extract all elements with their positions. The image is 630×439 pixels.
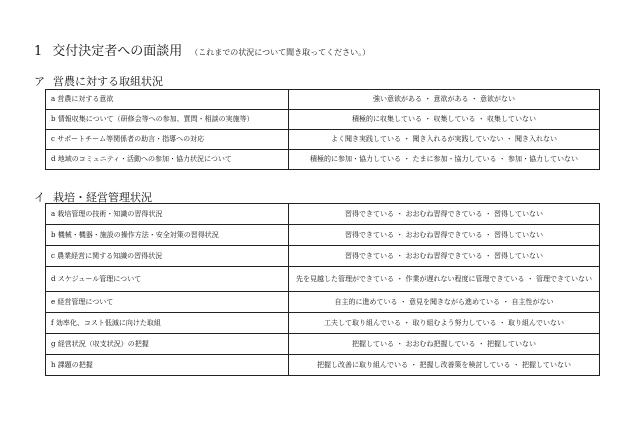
row-options: 工夫して取り組んでいる ・ 取り組むよう努力している ・ 取り組んでいない: [289, 313, 600, 334]
title-number: 1: [34, 44, 43, 59]
table-row: [46, 204, 600, 225]
row-item: a 栽培管理の技術・知識の習得状況: [46, 204, 289, 225]
row-item: h 課題の把握: [46, 355, 289, 376]
row-item: b 情報収集について（研修会等への参加、質問・相談の実施等）: [46, 110, 289, 130]
row-item: f 効率化、コスト低減に向けた取組: [46, 313, 289, 334]
row-options: 習得できている ・ おおむね習得できている ・ 習得していない: [289, 204, 600, 225]
table-row: [46, 355, 600, 376]
row-options: 積極的に収集している ・ 収集している ・ 収集していない: [289, 110, 600, 130]
section-a-kana: ア: [34, 75, 45, 88]
table-row: [46, 150, 600, 170]
table-row: [46, 130, 600, 150]
page-title: [34, 40, 370, 59]
row-options: 強い意欲がある ・ 意欲がある ・ 意欲がない: [289, 90, 600, 110]
table-row: [46, 267, 600, 292]
row-options: 自主的に進めている ・ 意見を聞きながら進めている ・ 自主性がない: [289, 292, 600, 313]
table-row: [46, 110, 600, 130]
row-item: c 農業経営に関する知識の習得状況: [46, 246, 289, 267]
table-row: [46, 225, 600, 246]
table-row: [46, 90, 600, 110]
row-options: 習得できている ・ おおむね習得できている ・ 習得していない: [289, 246, 600, 267]
table-row: [46, 313, 600, 334]
row-options: よく聞き実践している ・ 聞き入れるが実践していない ・ 聞き入れない: [289, 130, 600, 150]
row-options: 習得できている ・ おおむね習得できている ・ 習得していない: [289, 225, 600, 246]
section-a-heading: [34, 73, 163, 89]
row-options: 把握している ・ おおむね把握している ・ 把握していない: [289, 334, 600, 355]
row-item: d 地域のコミュニティ・活動への参加・協力状況について: [46, 150, 289, 170]
section-b-title: 栽培・経営管理状況: [53, 191, 152, 204]
section-a-title: 営農に対する取組状況: [53, 75, 163, 88]
row-options: 把握し改善に取り組んでいる ・ 把握し改善策を検討している ・ 把握していない: [289, 355, 600, 376]
table-row: [46, 246, 600, 267]
row-item: e 経営管理について: [46, 292, 289, 313]
table-row: [46, 334, 600, 355]
section-a-table: [45, 89, 600, 170]
title-note: （これまでの状況について聞き取ってください。）: [190, 48, 371, 57]
table-row: [46, 292, 600, 313]
row-item: b 機械・機器・施設の操作方法・安全対策の習得状況: [46, 225, 289, 246]
row-item: g 経営状況（収支状況）の把握: [46, 334, 289, 355]
row-item: a 営農に対する意欲: [46, 90, 289, 110]
row-item: d スケジュール管理について: [46, 267, 289, 292]
row-options: 積極的に参加・協力している ・ たまに参加・協力している ・ 参加・協力していない: [289, 150, 600, 170]
section-b-kana: イ: [34, 191, 45, 204]
row-item: c サポートチーム等関係者の助言・指導への対応: [46, 130, 289, 150]
title-text: 交付決定者への面談用: [52, 44, 183, 59]
section-b-table: [45, 203, 600, 376]
row-options: 先を見越した管理ができている ・ 作業が遅れない程度に管理できている ・ 管理できていない: [289, 267, 600, 292]
